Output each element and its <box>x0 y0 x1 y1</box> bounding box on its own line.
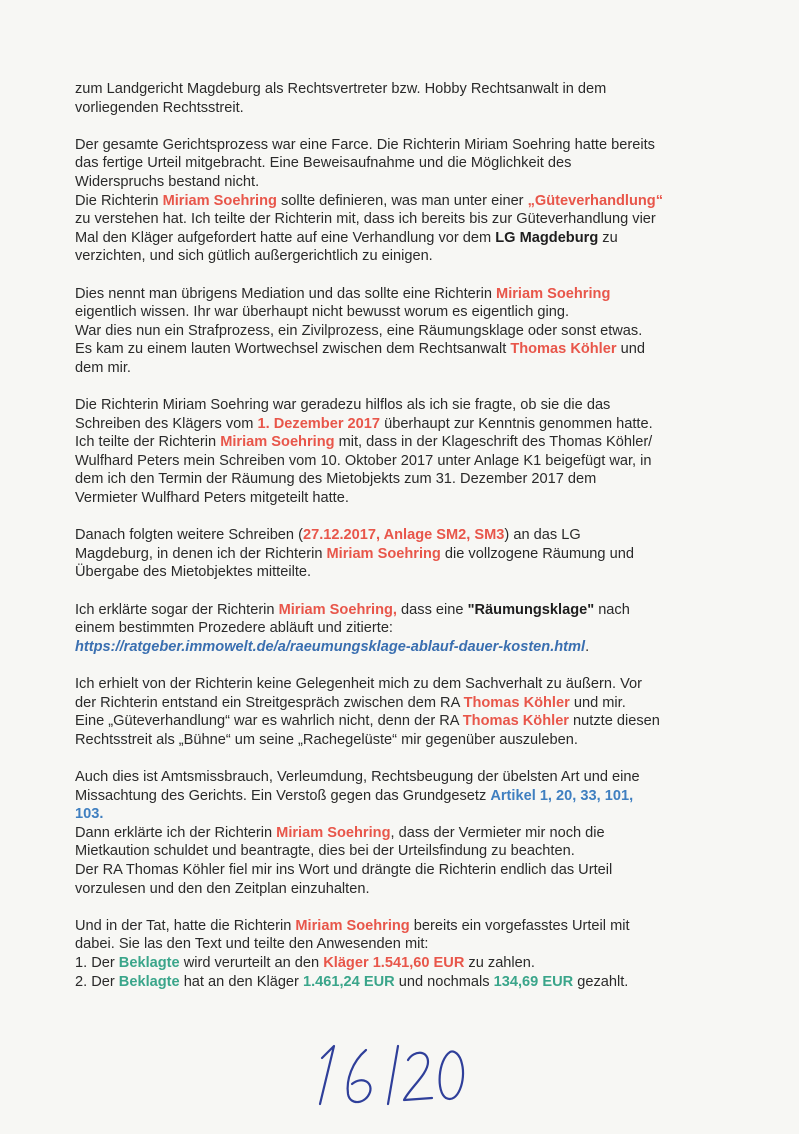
term-highlight: „Güteverhandlung“ <box>527 192 664 209</box>
text-segment: und nochmals <box>394 973 494 990</box>
amount-highlight: Kläger 1.541,60 EUR <box>323 954 465 971</box>
text-segment: . <box>585 638 590 655</box>
text-line: Ich erhielt von der Richterin keine Gelegenheit mich zu dem Sachverhalt zu äußern. Vor <box>75 676 643 692</box>
text-segment: dass eine <box>396 601 468 618</box>
text-segment: mit, dass in der Klageschrift des Thomas Köhler/ <box>334 434 653 451</box>
text-line: War dies nun ein Strafprozess, ein Zivilprozess, eine Räumungsklage oder sonst etwas. <box>75 322 643 339</box>
text-line: dabei. Sie las den Text und teilte den Anwesenden mit: <box>75 936 429 953</box>
text-segment: nach <box>594 601 630 618</box>
judge-name-highlight: Miriam Soehring <box>326 545 441 562</box>
court-name-bold: LG Magdeburg <box>495 229 599 246</box>
text-line: zu verstehen hat. Ich teilte der Richterin mit, dass ich bereits bis zur Güteverhandlung vier <box>75 211 656 228</box>
verdict-item-2 <box>75 973 725 992</box>
text-segment: zu zahlen. <box>464 954 535 971</box>
text-segment: gezahlt. <box>573 973 629 990</box>
text-line: Mietkaution schuldet und beantragte, dies bei der Urteilsfindung zu beachten. <box>75 843 575 860</box>
text-line <box>75 824 725 843</box>
text-line <box>75 433 725 452</box>
article-reference-highlight: Artikel 1, 20, 33, 101, <box>490 787 634 804</box>
paragraph-4 <box>75 396 725 508</box>
text-line: verzichten, und sich gütlich außergerichtlich zu einigen. <box>75 248 433 265</box>
text-line <box>75 340 725 359</box>
text-line <box>75 545 725 564</box>
text-line: vorliegenden Rechtsstreit. <box>75 99 244 116</box>
lawyer-name-highlight: Thomas Köhler <box>510 341 617 358</box>
text-line: dem ich den Termin der Räumung des Mietobjekts zum 31. Dezember 2017 dem <box>75 471 597 488</box>
text-segment: der Richterin entstand ein Streitgespräch zwischen dem RA <box>75 694 464 711</box>
text-segment: ) an das LG <box>504 527 581 544</box>
paragraph-6 <box>75 601 725 657</box>
text-line: Widerspruchs bestand nicht. <box>75 173 260 190</box>
text-line: Auch dies ist Amtsmissbrauch, Verleumdung, Rechtsbeugung der übelsten Art und eine <box>75 768 640 785</box>
handwritten-page-number <box>300 1020 480 1110</box>
text-segment: und <box>616 341 645 358</box>
text-line: Übergabe des Mietobjektes mitteilte. <box>75 564 312 581</box>
text-line: zum Landgericht Magdeburg als Rechtsvertreter bzw. Hobby Rechtsanwalt in dem <box>75 81 607 97</box>
text-segment: Missachtung des Gerichts. Ein Verstoß gegen das Grundgesetz <box>75 787 491 804</box>
reference-highlight: 27.12.2017, Anlage SM2, SM3 <box>302 527 505 544</box>
paragraph-8 <box>75 768 725 898</box>
paragraph-3 <box>75 285 725 378</box>
paragraph-9 <box>75 917 725 991</box>
text-line: eigentlich wissen. Ihr war überhaupt nicht bewusst worum es eigentlich ging. <box>75 304 570 321</box>
defendant-highlight: Beklagte <box>118 954 180 971</box>
text-line <box>75 917 725 936</box>
text-line <box>75 285 725 304</box>
paragraph-5 <box>75 526 725 582</box>
text-line: Wulfhard Peters mein Schreiben vom 10. Oktober 2017 unter Anlage K1 beigefügt war, in <box>75 452 652 469</box>
text-segment: Magdeburg, in denen ich der Richterin <box>75 545 327 562</box>
text-line <box>75 638 725 657</box>
text-line <box>75 787 725 806</box>
text-segment: Dann erklärte ich der Richterin <box>75 824 277 841</box>
text-line: vorzulesen und den den Zeitplan einzuhalten. <box>75 880 370 897</box>
text-segment: Mal den Kläger aufgefordert hatte auf eine Verhandlung vor dem <box>75 229 496 246</box>
judge-name-highlight: Miriam Soehring <box>276 824 391 841</box>
text-line <box>75 712 725 731</box>
date-highlight: 1. Dezember 2017 <box>257 415 381 432</box>
judge-name-highlight: Miriam Soehring <box>162 192 277 209</box>
text-segment: 2. Der <box>75 973 119 990</box>
text-segment: und mir. <box>569 694 626 711</box>
text-segment: Und in der Tat, hatte die Richterin <box>75 917 296 934</box>
judge-name-highlight: Miriam Soehring <box>295 917 410 934</box>
text-segment: Schreiben des Klägers vom <box>75 415 258 432</box>
text-line <box>75 229 725 248</box>
amount-highlight: 1.461,24 EUR <box>302 973 395 990</box>
text-line: dem mir. <box>75 359 131 376</box>
paragraph-1 <box>75 80 725 117</box>
defendant-highlight: Beklagte <box>118 973 180 990</box>
judge-name-highlight: Miriam Soehring <box>496 285 611 302</box>
verdict-item-1 <box>75 954 725 973</box>
lawyer-name-highlight: Thomas Köhler <box>463 694 570 711</box>
article-reference-highlight: 103. <box>75 806 104 823</box>
text-segment: , dass der Vermieter mir noch die <box>390 824 605 841</box>
text-segment: zu <box>598 229 618 246</box>
text-segment: Danach folgten weitere Schreiben ( <box>75 527 303 544</box>
text-line <box>75 601 725 620</box>
paragraph-7 <box>75 675 725 749</box>
text-segment: nutzte diesen <box>569 713 660 730</box>
text-line: Rechtsstreit als „Bühne“ um seine „Rachegelüste“ mir gegenüber auszuleben. <box>75 731 578 748</box>
text-line: Der RA Thomas Köhler fiel mir ins Wort und drängte die Richterin endlich das Urteil <box>75 861 613 878</box>
text-line: das fertige Urteil mitgebracht. Eine Beweisaufnahme und die Möglichkeit des <box>75 155 572 172</box>
cited-url: https://ratgeber.immowelt.de/a/raeumungsklage-ablauf-dauer-kosten.html <box>75 638 586 655</box>
text-line: einem bestimmten Prozedere abläuft und zitierte: <box>75 620 393 637</box>
text-segment: Dies nennt man übrigens Mediation und das sollte eine Richterin <box>75 285 497 302</box>
document-body <box>75 80 725 1010</box>
text-segment: Eine „Güteverhandlung“ war es wahrlich nicht, denn der RA <box>75 713 463 730</box>
text-segment: Es kam zu einem lauten Wortwechsel zwischen dem Rechtsanwalt <box>75 341 511 358</box>
text-segment: Ich erklärte sogar der Richterin <box>75 601 279 618</box>
text-line: Vermieter Wulfhard Peters mitgeteilt hatte. <box>75 490 349 507</box>
paragraph-2 <box>75 136 725 266</box>
text-line <box>75 415 725 434</box>
text-segment: wird verurteilt an den <box>179 954 324 971</box>
text-line <box>75 526 725 545</box>
text-line <box>75 192 725 211</box>
judge-name-highlight: Miriam Soehring, <box>278 601 397 618</box>
text-line <box>75 694 725 713</box>
text-segment: die vollzogene Räumung und <box>440 545 634 562</box>
text-segment: Die Richterin <box>75 192 163 209</box>
term-bold: "Räumungsklage" <box>467 601 595 618</box>
text-segment: Ich teilte der Richterin <box>75 434 221 451</box>
text-segment: 1. Der <box>75 954 119 971</box>
text-line: Der gesamte Gerichtsprozess war eine Farce. Die Richterin Miriam Soehring hatte bereits <box>75 136 655 153</box>
lawyer-name-highlight: Thomas Köhler <box>462 713 569 730</box>
text-segment: überhaupt zur Kenntnis genommen hatte. <box>380 415 653 432</box>
amount-highlight: 134,69 EUR <box>493 973 574 990</box>
judge-name-highlight: Miriam Soehring <box>220 434 335 451</box>
text-line: Die Richterin Miriam Soehring war geradezu hilflos als ich sie fragte, ob sie die das <box>75 397 611 414</box>
text-segment: hat an den Kläger <box>179 973 303 990</box>
text-segment: sollte definieren, was man unter einer <box>276 192 528 209</box>
text-segment: bereits ein vorgefasstes Urteil mit <box>409 917 630 934</box>
